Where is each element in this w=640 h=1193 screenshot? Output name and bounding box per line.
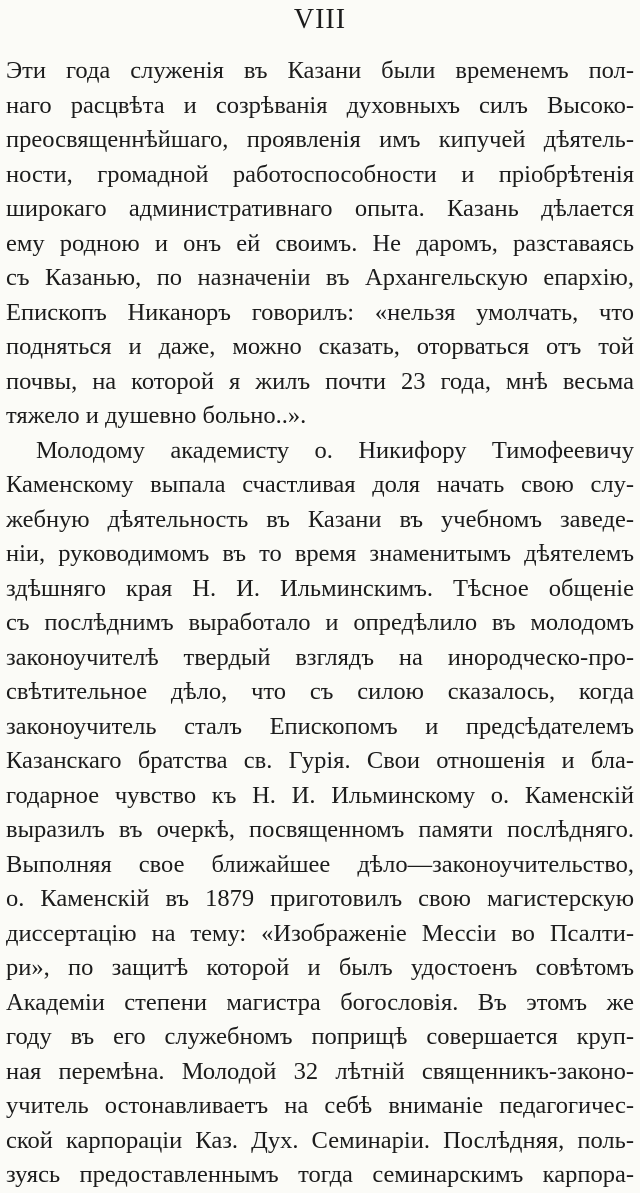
text-line: годарное чувство къ Н. И. Ильминскому о. Каменскій [6,781,634,809]
text-line: Епископъ Никаноръ говорилъ: «нельзя умолчать, что [6,298,634,326]
text-line: почвы, на которой я жилъ почти 23 года, мнѣ весьма [6,367,634,395]
text-line: здѣшняго края Н. И. Ильминскимъ. Тѣсное общеніе [6,574,634,602]
body-text [6,54,634,1193]
text-line: широкаго административнаго опыта. Казань дѣлается [6,195,634,222]
text-line: съ послѣднимъ выработало и опредѣлило въ молодомъ [6,609,634,636]
text-line: ской карпораціи Каз. Дух. Семинаріи. Послѣдняя, поль- [6,1126,634,1154]
text-line: выразилъ въ очеркѣ, посвященномъ памяти послѣдняго. [6,816,634,843]
page-number: VIII [293,4,347,35]
text-line: ему родною и онъ ей своимъ. Не даромъ, разставаясь [6,229,634,257]
text-line: законоучителѣ твердый взглядъ на инородческо-про- [6,643,634,671]
text-line: подняться и даже, можно сказать, оторваться отъ той [6,333,634,360]
text-line: о. Каменскій въ 1879 приготовилъ свою магистерскую [6,885,634,912]
text-line: Каменскому выпала счастливая доля начать свою слу- [6,471,634,498]
text-line: Молодому академисту о. Никифору Тимофеевичу [36,436,634,464]
text-line: ри», по защитѣ которой и былъ удостоенъ совѣтомъ [6,954,634,981]
text-line: законоучитель сталъ Епископомъ и предсѣдателемъ [6,712,634,740]
text-line: учитель остонавливаетъ на себѣ вниманіе педагогичес- [6,1092,634,1119]
text-line: Академіи степени магистра богословія. Въ этомъ же [6,988,634,1016]
text-line: Казанскаго братства св. Гурія. Свои отношенія и бла- [6,747,634,774]
text-line: Выполняя свое ближайшее дѣло—законоучительство, [6,850,634,878]
text-line: свѣтительное дѣло, что съ силою сказалось, когда [6,678,634,705]
text-line: преосвященнѣйшаго, проявленія имъ кипучей дѣятель- [6,126,634,153]
text-line: зуясь предоставленнымъ тогда семинарскимъ карпора- [6,1161,634,1188]
text-line: ная перемѣна. Молодой 32 лѣтній священникъ-законо- [6,1057,634,1085]
text-line: наго расцвѣта и созрѣванія духовныхъ силъ Высоко- [6,91,634,119]
text-line: Эти года служенія въ Казани были временемъ пол- [6,57,634,84]
text-line: ніи, руководимомъ въ то время знаменитымъ дѣятелемъ [6,540,634,567]
text-line: съ Казанью, по назначеніи въ Архангельскую епархію, [6,264,634,291]
text-line: жебную дѣятельность въ Казани въ учебномъ заведе- [6,505,634,533]
text-line: диссертацію на тему: «Изображеніе Мессіи во Псалти- [6,919,634,947]
text-line: тяжело и душевно больно..». [6,402,307,429]
text-line: году въ его служебномъ поприщѣ совершается круп- [6,1023,634,1050]
text-line: ности, громадной работоспособности и пріобрѣтенія [6,160,634,188]
